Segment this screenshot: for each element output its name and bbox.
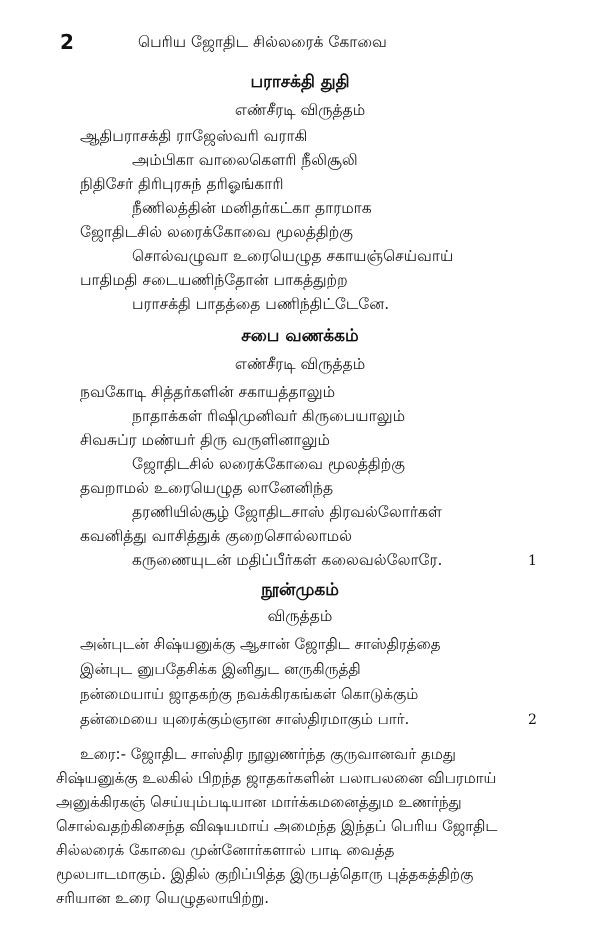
verse-number: 2 bbox=[528, 712, 537, 728]
verse-number: 1 bbox=[528, 553, 537, 569]
verse-line: அன்புடன் சிஷ்யனுக்கு ஆசான் ஜோதிட சாஸ்திரத்தை bbox=[80, 635, 441, 653]
page-number: 2 bbox=[60, 30, 74, 54]
verse-line: ஜோதிடசில் லரைக்கோவை மூலத்திற்கு bbox=[132, 455, 405, 473]
verse-line: பாதிமதி சடையணிந்தோன் பாகத்துற்ற bbox=[80, 271, 348, 289]
commentary-line: மூலபாடமாகும். இதில் குறிப்பித்த இருபத்தொரு புத்தகத்திற்கு bbox=[56, 865, 474, 883]
section-title: நூன்முகம் bbox=[261, 580, 339, 600]
commentary-line: சில்லரைக் கோவை முன்னோர்களால் பாடி வைத்த bbox=[56, 841, 395, 859]
commentary-line: சரியான உரை யெழுதலாயிற்று. bbox=[56, 889, 269, 907]
running-title: பெரிய ஜோதிட சில்லரைக் கோவை bbox=[138, 33, 387, 51]
page-header bbox=[0, 28, 600, 58]
verse-line: ஜோதிடசில் லரைக்கோவை மூலத்திற்கு bbox=[80, 223, 353, 241]
section-meter: விருத்தம் bbox=[267, 607, 333, 625]
verse-line: நிதிசேர் திரிபுரசுந் தரிஓங்காரி bbox=[80, 175, 284, 193]
verse-line: தரணியில்சூழ் ஜோதிடசாஸ் திரவல்லோர்கள் bbox=[132, 503, 442, 521]
verse-line: பராசக்தி பாதத்தை பணிந்திட்டேனே. bbox=[132, 295, 390, 313]
verse-line: சொல்வழுவா உரையெழுத சகாயஞ்செய்வாய் bbox=[132, 247, 454, 265]
section-title: பராசக்தி துதி bbox=[250, 72, 350, 92]
section-meter: எண்சீரடி விருத்தம் bbox=[234, 101, 366, 119]
commentary-line: சொல்வதற்கிசைந்த விஷயமாய் அமைந்த இந்தப் பெரிய ஜோதிட bbox=[56, 817, 498, 835]
section-meter: எண்சீரடி விருத்தம் bbox=[234, 355, 366, 373]
verse-line: இன்புட னுபதேசிக்க இனிதுட னருகிருத்தி bbox=[80, 660, 361, 678]
verse-line: கருணையுடன் மதிப்பீர்கள் கலைவல்லோரே. bbox=[132, 551, 443, 569]
commentary-line: சிஷ்யனுக்கு உலகில் பிறந்த ஜாதகர்களின் பலாபலனை விபரமாய் bbox=[56, 769, 497, 787]
verse-line: நீணிலத்தின் மனிதர்கட்கா தாரமாக bbox=[132, 199, 372, 217]
verse-line: தன்மையை யுரைக்கும்ஞான சாஸ்திரமாகும் பார். bbox=[80, 710, 410, 728]
commentary-line: அனுக்கிரகஞ் செய்யும்படியான மார்க்கமனைத்தும உணர்ந்து bbox=[56, 793, 462, 811]
verse-line: கவனித்து வாசித்துக் குறைசொல்லாமல் bbox=[80, 527, 353, 545]
verse-line: நவகோடி சித்தர்களின் சகாயத்தாலும் bbox=[80, 383, 336, 401]
verse-line: தவறாமல் உரையெழுத லானேனிந்த bbox=[80, 479, 334, 497]
verse-line: அம்பிகா வாலைகௌரி நீலிசூலி bbox=[132, 151, 358, 169]
verse-line: நன்மையாய் ஜாதகற்கு நவக்கிரகங்கள் கொடுக்கும் bbox=[80, 685, 419, 703]
verse-line: ஆதிபராசக்தி ராஜேஸ்வரி வராகி bbox=[80, 127, 308, 145]
section-title: சபை வணக்கம் bbox=[241, 326, 359, 346]
verse-line: சிவசுப்ர மண்யர் திரு வருளினாலும் bbox=[80, 431, 330, 449]
verse-line: நாதாக்கள் ரிஷிமுனிவர் கிருபையாலும் bbox=[132, 407, 406, 425]
commentary-line: உரை:- ஜோதிட சாஸ்திர நூலுணர்ந்த குருவானவர் தமது bbox=[80, 745, 456, 763]
